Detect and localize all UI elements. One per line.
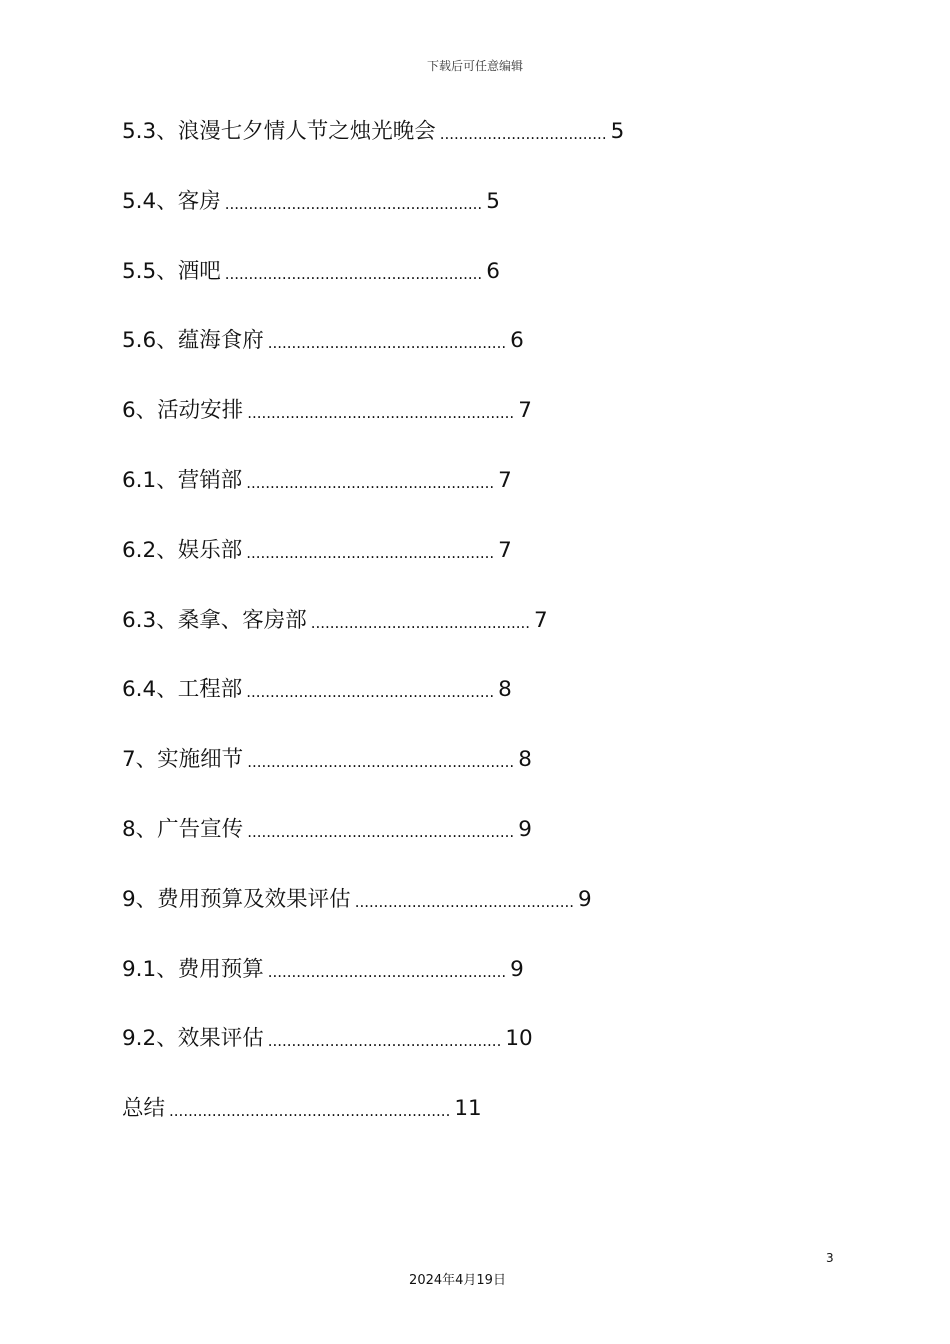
toc-entry[interactable] <box>122 532 842 602</box>
toc-entry-page: 8 <box>498 677 512 703</box>
toc-entry-title: 5.5、酒吧 <box>122 258 221 284</box>
toc-entry-title: 8、广告宣传 <box>122 816 244 842</box>
toc-entry-leader: ........................................................ <box>247 404 515 423</box>
toc-entry-leader: ...................................................... <box>224 264 483 283</box>
toc-entry-page: 9 <box>578 886 592 912</box>
toc-entry[interactable] <box>122 392 842 462</box>
toc-entry-page: 7 <box>498 537 512 563</box>
toc-entry[interactable] <box>122 951 842 1021</box>
toc-entry-page: 5 <box>610 119 625 144</box>
toc-entry-title: 6.3、桑拿、客房部 <box>122 607 307 633</box>
toc-entry-title: 6.4、工程部 <box>122 677 243 703</box>
toc-entry-leader: .................................................... <box>246 543 495 562</box>
table-of-contents <box>122 113 842 1160</box>
toc-entry-leader: .................................................... <box>246 473 495 492</box>
toc-entry[interactable] <box>122 462 842 532</box>
toc-entry[interactable] <box>122 322 842 392</box>
toc-entry-page: 9 <box>518 816 532 842</box>
toc-entry-title: 5.6、蕴海食府 <box>122 328 264 354</box>
page-number: 3 <box>826 1251 834 1265</box>
toc-entry[interactable] <box>122 602 842 672</box>
toc-entry-title: 9.1、费用预算 <box>122 956 264 982</box>
toc-entry-leader: .................................................. <box>267 334 507 353</box>
toc-entry[interactable] <box>122 1090 842 1160</box>
toc-entry[interactable] <box>122 183 842 253</box>
toc-entry-title: 7、实施细节 <box>122 747 244 773</box>
toc-entry-leader: ........................................................ <box>247 753 515 772</box>
toc-entry-page: 7 <box>518 398 532 424</box>
toc-entry[interactable] <box>122 253 842 323</box>
toc-entry-leader: ................................... <box>439 125 607 143</box>
toc-entry-page: 9 <box>510 956 524 982</box>
toc-entry-title: 9.2、效果评估 <box>122 1026 264 1052</box>
toc-entry-title: 6、活动安排 <box>122 398 244 424</box>
toc-entry-leader: .............................................. <box>354 892 575 911</box>
toc-entry-title: 5.3、浪漫七夕情人节之烛光晚会 <box>122 119 436 144</box>
toc-entry-title: 总结 <box>122 1096 166 1122</box>
toc-entry-page: 11 <box>454 1096 482 1122</box>
toc-entry[interactable] <box>122 113 842 183</box>
toc-entry-page: 6 <box>486 258 500 284</box>
toc-entry-page: 10 <box>505 1026 533 1052</box>
toc-entry-page: 7 <box>534 607 548 633</box>
toc-entry-leader: .................................................... <box>246 683 495 702</box>
toc-entry-leader: .................................................. <box>267 962 507 981</box>
toc-entry[interactable] <box>122 671 842 741</box>
toc-entry[interactable] <box>122 1020 842 1090</box>
toc-entry-leader: ...................................................... <box>224 194 483 213</box>
toc-entry-title: 6.1、营销部 <box>122 467 243 493</box>
toc-entry-leader: ................................................. <box>267 1032 502 1051</box>
toc-entry-page: 6 <box>510 328 524 354</box>
toc-entry-page: 7 <box>498 467 512 493</box>
toc-entry-page: 5 <box>486 188 500 214</box>
toc-entry-leader: ........................................................ <box>247 822 515 841</box>
toc-entry[interactable] <box>122 881 842 951</box>
toc-entry-leader: ........................................................... <box>169 1102 451 1121</box>
toc-entry-title: 9、费用预算及效果评估 <box>122 886 351 912</box>
footer-date: 2024年4月19日 <box>409 1273 506 1288</box>
toc-entry-title: 5.4、客房 <box>122 188 221 214</box>
toc-entry-title: 6.2、娱乐部 <box>122 537 243 563</box>
toc-entry-page: 8 <box>518 747 532 773</box>
toc-entry[interactable] <box>122 811 842 881</box>
toc-entry[interactable] <box>122 741 842 811</box>
toc-entry-leader: .............................................. <box>310 613 531 632</box>
header-note: 下载后可任意编辑 <box>426 59 523 73</box>
